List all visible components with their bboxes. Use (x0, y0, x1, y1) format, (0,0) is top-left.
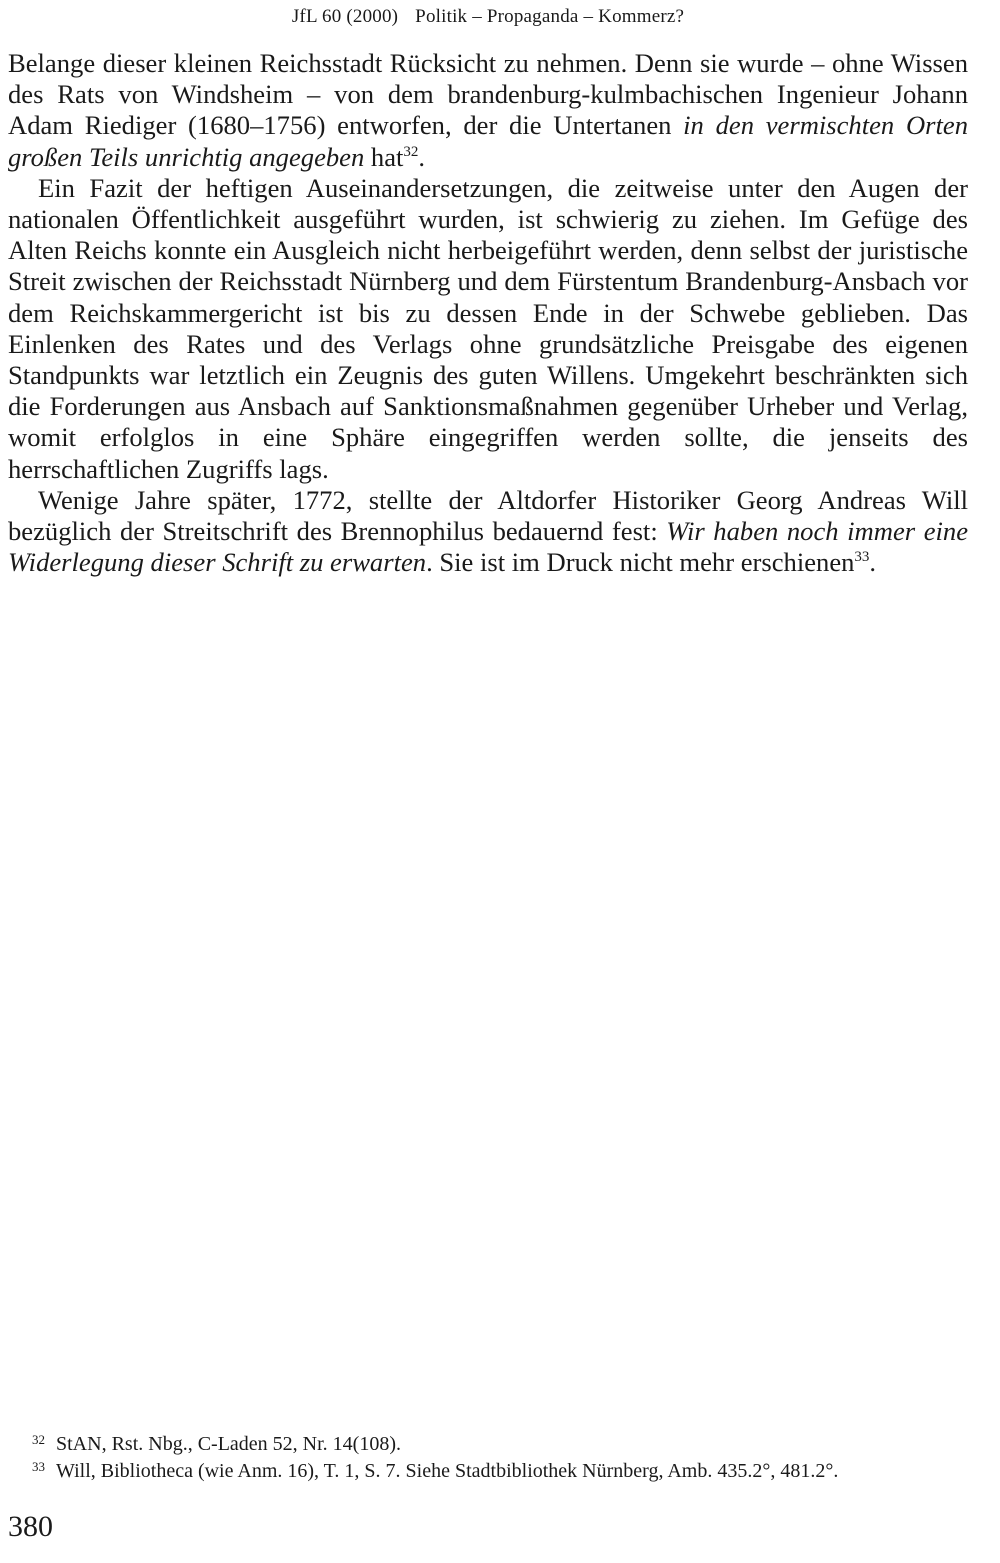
italic-quote: Wir haben noch immer eine Widerlegung dieser Schrift zu erwarten (8, 516, 968, 578)
text-run: . (869, 547, 877, 578)
running-head-journal: JfL 60 (2000) (291, 6, 399, 27)
paragraph-1 (8, 48, 968, 173)
text-run: Belange dieser kleinen Reichsstadt Rücksicht zu nehmen. Denn sie wurde – ohne Wissen des Rats von Windsheim – von dem brandenburg-kulmbachischen Ingenieur Johann Adam Riediger (1680–1756) entworfen, der die Untertanen (8, 48, 968, 141)
text-run: Ein Fazit der heftigen Auseinandersetzungen, die zeitweise unter den Augen der nationalen Öffentlichkeit ausgeführt wurden, ist schwierig zu ziehen. Im Gefüge des Alten Reichs konnte ein Ausgleich nicht herbeigeführt werden, denn selbst der juristische Streit zwischen der Reichsstadt Nürnberg und dem Fürstentum Brandenburg-Ansbach vor dem Reichskammergericht ist bis zu dessen Ende in der Schwebe geblieben. Das Einlenken des Rates und des Verlags ohne grundsätzliche Preisgabe des eigenen Standpunkts war letztlich ein Zeugnis des guten Willens. Umgekehrt beschränkten sich die Forderungen aus Ansbach auf Sanktionsmaßnahmen gegenüber Urheber und Verlag, womit erfolglos in eine Sphäre eingegriffen werden sollte, die jenseits des herrschaftlichen Zugriffs lags. (8, 172, 968, 484)
paragraph-2 (8, 173, 968, 485)
footnote-text: Will, Bibliotheca (wie Anm. 16), T. 1, S. 7. Siehe Stadtbibliothek Nürnberg, Amb. 435.2°, 481.2°. (56, 1460, 839, 1482)
running-head-title: Politik – Propaganda – Kommerz? (415, 6, 685, 27)
footnote-32 (32, 1431, 972, 1458)
footnote-ref: 32 (403, 143, 419, 160)
footnote-number: 33 (32, 1459, 45, 1474)
text-run: hat (364, 141, 404, 172)
footnote-number: 32 (32, 1432, 45, 1447)
italic-quote: in den vermischten Orten großen Teils unrichtig angegeben (8, 110, 969, 172)
footnote-33 (32, 1458, 972, 1485)
text-run: Wenige Jahre später, 1772, stellte der Altdorfer Historiker Georg Andreas Will bezüglich der Streitschrift des Brennophilus bedauernd fest: (8, 484, 968, 547)
text-run: . Sie ist im Druck nicht mehr erschienen (426, 547, 855, 578)
footnotes (32, 1431, 972, 1485)
footnote-ref: 33 (854, 549, 870, 566)
running-head (8, 6, 968, 28)
body-text (8, 48, 968, 578)
text-run: . (418, 141, 426, 172)
paragraph-3 (8, 485, 968, 579)
page-number: 380 (8, 1510, 53, 1543)
document-page (8, 0, 968, 1563)
footnote-text: StAN, Rst. Nbg., C-Laden 52, Nr. 14(108). (56, 1433, 401, 1455)
